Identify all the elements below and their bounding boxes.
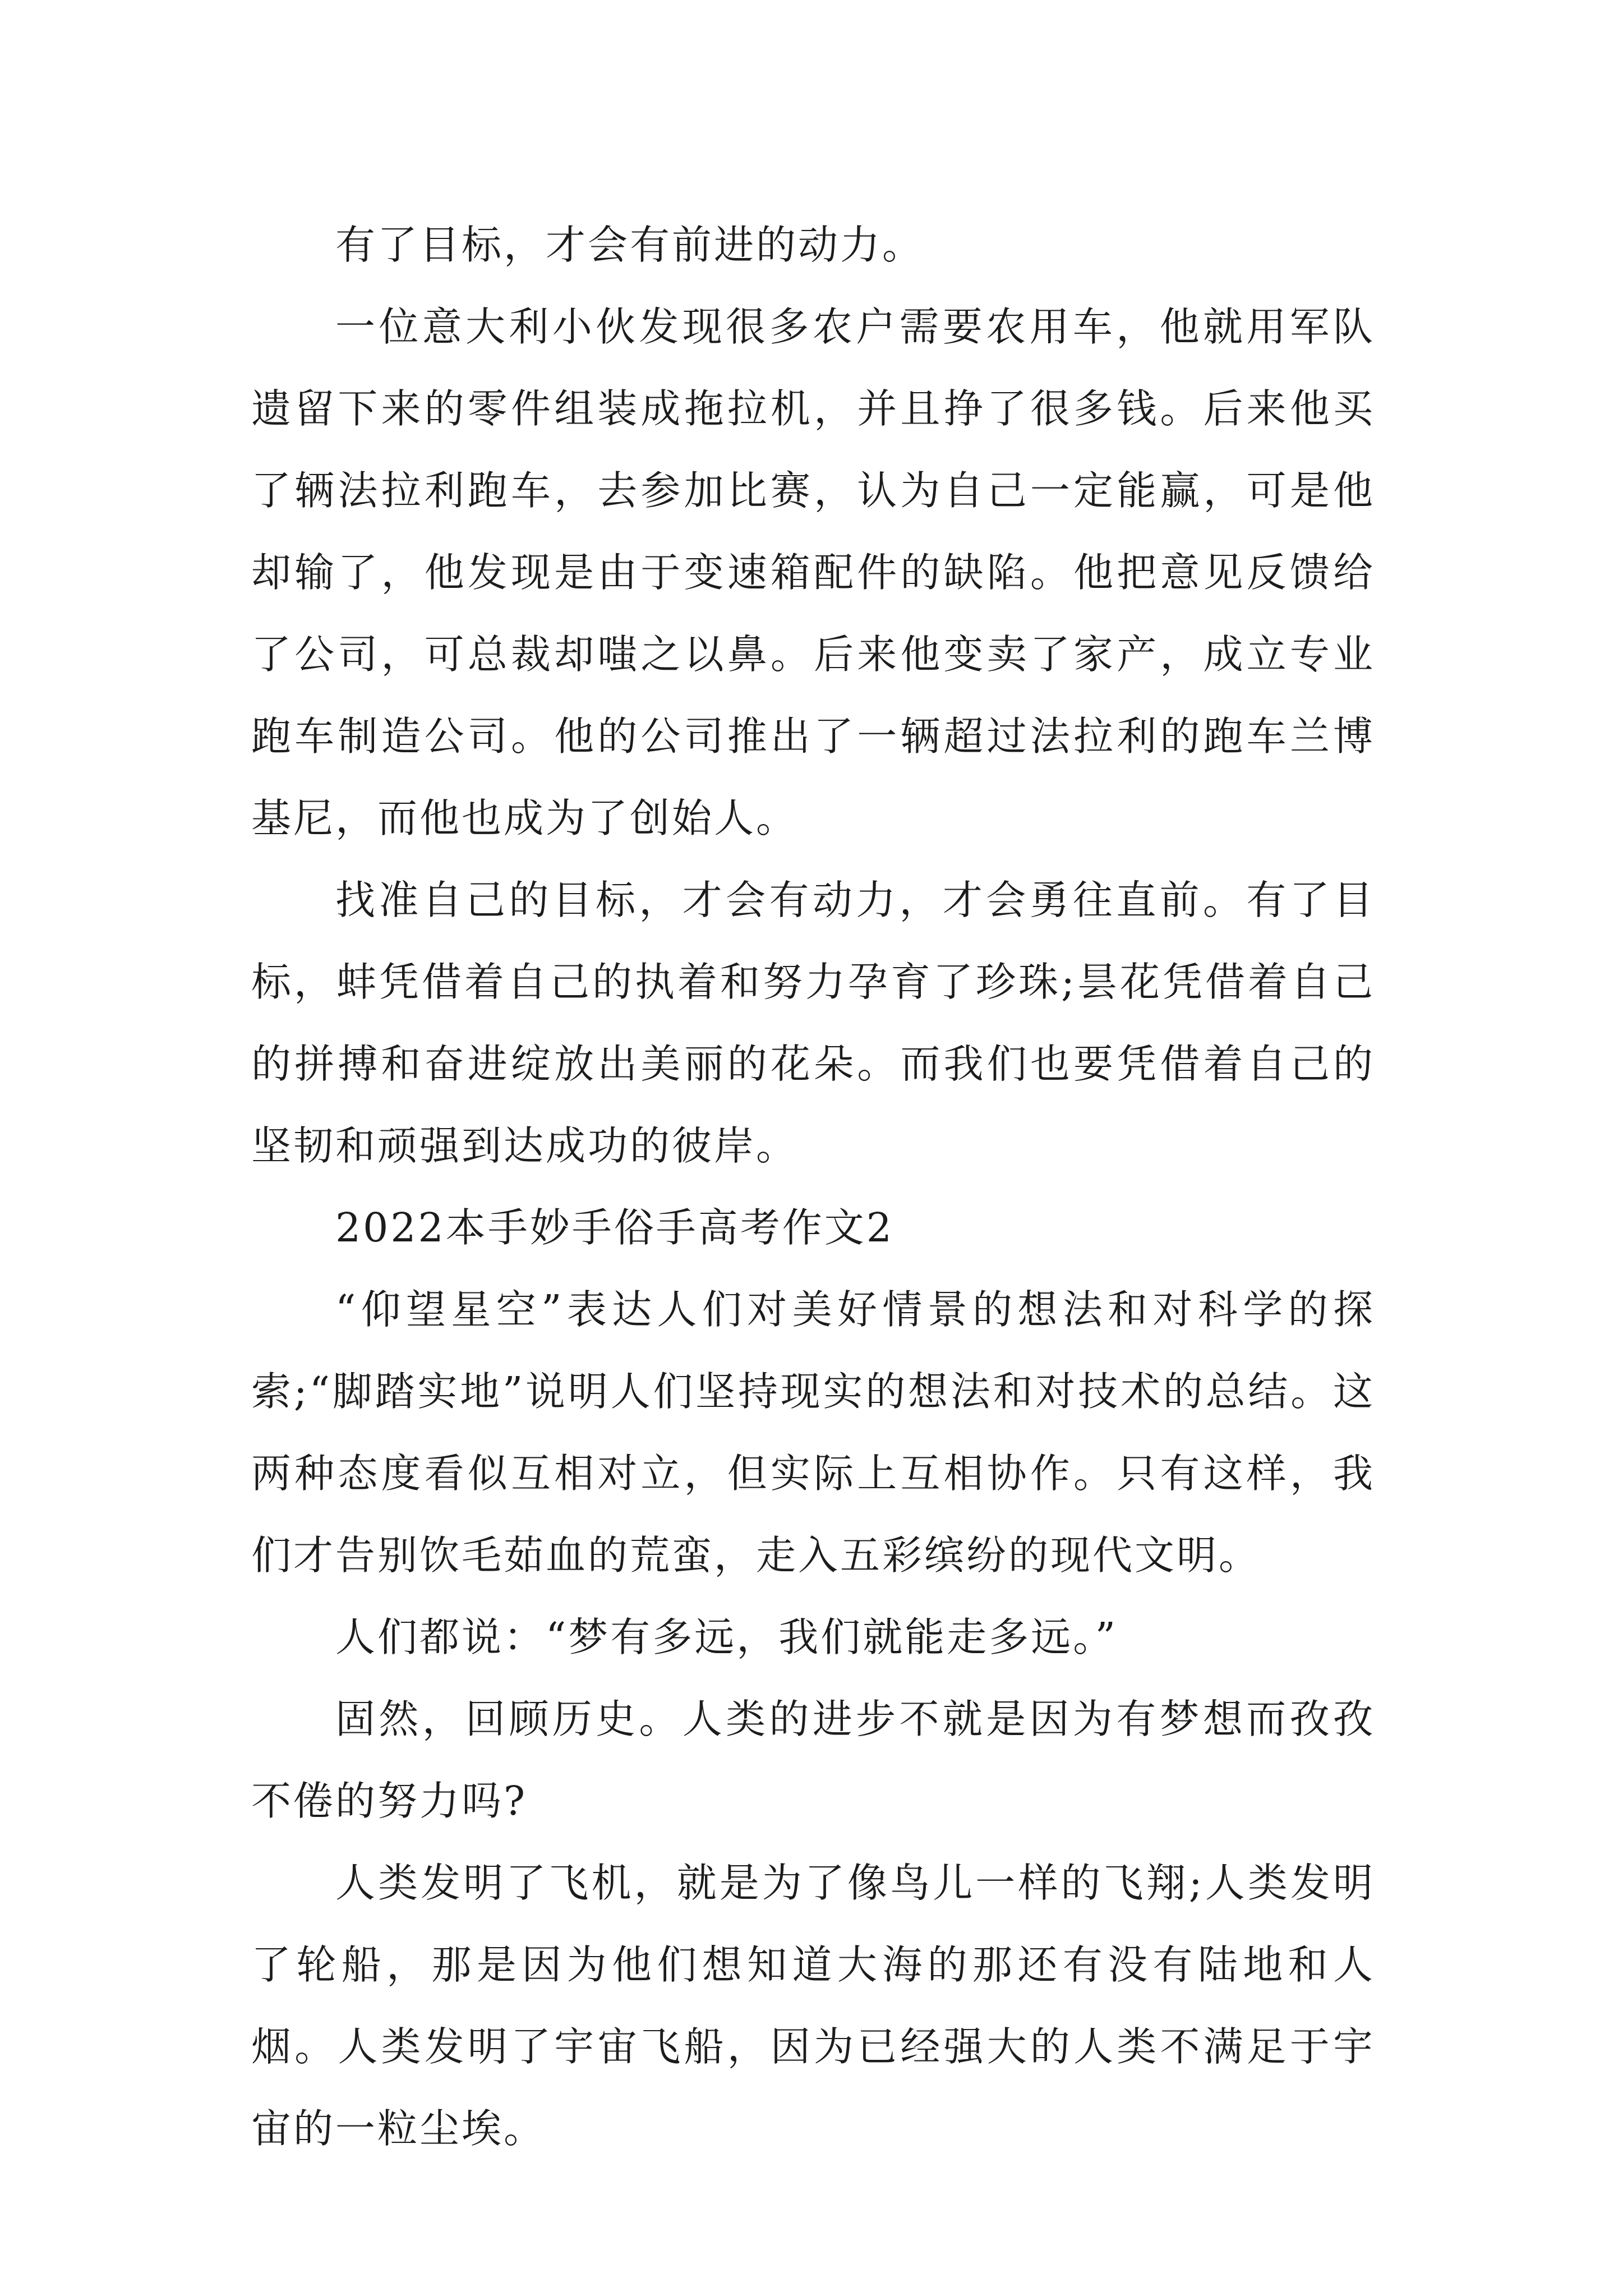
paragraph-history-review: 固然，回顾历史。人类的进步不就是因为有梦想而孜孜不倦的努力吗? [251, 1696, 1375, 1824]
paragraph-find-your-goal: 找准自己的目标，才会有动力，才会勇往直前。有了目标，蚌凭借着自己的执着和努力孕育了珍珠;昙花凭借着自己的拼搏和奋进绽放出美丽的花朵。而我们也要凭借着自己的坚韧和顽强到达成功的彼岸。 [251, 877, 1375, 1169]
paragraph-lamborghini-story: 一位意大利小伙发现很多农户需要农用车，他就用军队遗留下来的零件组装成拖拉机，并且挣了很多钱。后来他买了辆法拉利跑车，去参加比赛，认为自己一定能赢，可是他却输了，他发现是由于变速箱配件的缺陷。他把意见反馈给了公司，可总裁却嗤之以鼻。后来他变卖了家产，成立专业跑车制造公司。他的公司推出了一辆超过法拉利的跑车兰博基尼，而他也成为了创始人。 [251, 303, 1375, 841]
paragraph-human-inventions: 人类发明了飞机，就是为了像鸟儿一样的飞翔;人类发明了轮船，那是因为他们想知道大海的那还有没有陆地和人烟。人类发明了宇宙飞船，因为已经强大的人类不满足于宇宙的一粒尘埃。 [251, 1860, 1375, 2152]
paragraph-dream-quote: 人们都说：“梦有多远，我们就能走多远。” [335, 1614, 1118, 1660]
paragraph-stars-and-ground: “仰望星空”表达人们对美好情景的想法和对科学的探索;“脚踏实地”说明人们坚持现实的想法和对技术的总结。这两种态度看似互相对立，但实际上互相协作。只有这样，我们才告别饮毛茹血的荒蛮，走入五彩缤纷的现代文明。 [251, 1286, 1375, 1579]
document-body [251, 204, 1375, 2170]
section-heading-essay-2: 2022本手妙手俗手高考作文2 [335, 1204, 894, 1251]
paragraph-goal-motivation: 有了目标，才会有前进的动力。 [335, 222, 925, 268]
